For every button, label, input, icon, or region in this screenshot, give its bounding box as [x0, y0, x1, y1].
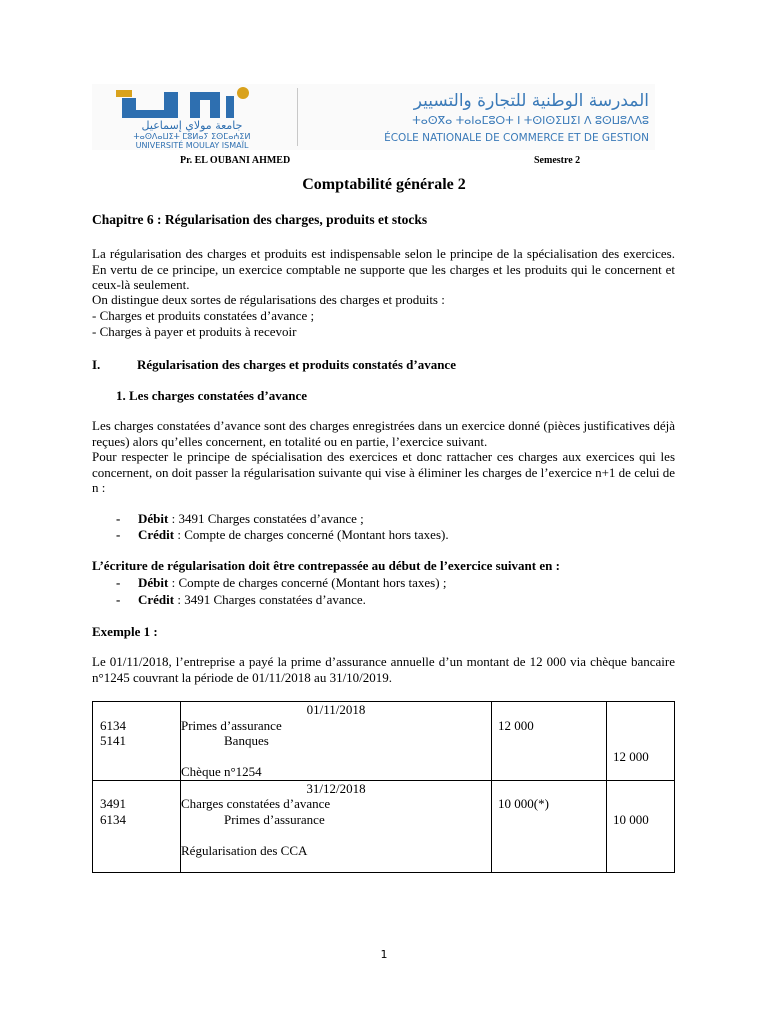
credit-amount: 10 000: [613, 811, 649, 827]
credit-amount: 12 000: [613, 748, 649, 764]
cca-paragraph: Pour respecter le principe de spécialisation des exercices et donc rattacher ces charges aux exercices qui les concernent, on doit passer la régularisation suivante qui vise à éliminer les charges de l’exercice n+1 de celui de n :: [92, 449, 675, 495]
debit-entry: [138, 511, 364, 527]
entry-description-cell: [181, 702, 492, 781]
account-numbers-cell: [93, 780, 181, 872]
credit-entry: [138, 592, 366, 608]
debit-label: Débit: [138, 575, 169, 590]
encg-french-name: ÉCOLE NATIONALE DE COMMERCE ET DE GESTION: [384, 132, 649, 144]
encg-arabic-name: المدرسة الوطنية للتجارة والتسيير: [413, 91, 649, 111]
list-dash: -: [116, 527, 121, 542]
intro-line: On distingue deux sortes de régularisations des charges et produits :: [92, 292, 445, 307]
credit-label: Crédit: [138, 592, 175, 607]
account-label: Primes d’assurance: [181, 717, 282, 733]
umi-arabic-name: جامعة مولاي إسماعيل: [141, 119, 243, 132]
umi-logo-m-shape: [190, 92, 220, 118]
umi-french-name: UNIVERSITÉ MOULAY ISMAÏL: [135, 141, 249, 150]
list-dash: -: [116, 511, 121, 526]
account-number: 3491: [100, 796, 126, 811]
debit-amount: 12 000: [498, 717, 534, 733]
subsection-title: 1. Les charges constatées d’avance: [116, 388, 307, 403]
umi-logo-dot: [237, 87, 249, 99]
account-number: 5141: [100, 733, 126, 748]
umi-logo-i-shape: [226, 96, 234, 118]
intro-list-item: - Charges à payer et produits à recevoir: [92, 324, 297, 339]
section-title: Régularisation des charges et produits constatés d’avance: [137, 357, 456, 372]
entry-date: 01/11/2018: [306, 702, 366, 717]
account-number: 6134: [100, 717, 126, 733]
cca-paragraph: Les charges constatées d’avance sont des charges enregistrées dans un exercice donné (pièces justificatives déjà reçues) alors qu’elles concernent, en totalité ou en partie, l’exercice suivant.: [92, 418, 675, 449]
debit-cell: [492, 702, 607, 781]
intro-paragraph: La régularisation des charges et produits est indispensable selon le principe de la spécialisation des exercices. En vertu de ce principe, un exercice comptable ne supporte que les charges et les produits qui le concernent et ceux-là seulement.: [92, 246, 675, 292]
credit-text: : Compte de charges concerné (Montant hors taxes).: [174, 527, 449, 542]
entry-date: 31/12/2018: [306, 780, 366, 796]
list-dash: -: [116, 592, 121, 607]
account-label: Banques: [224, 733, 269, 748]
credit-cell: [607, 702, 675, 781]
semester-label: Semestre 2: [534, 155, 581, 166]
intro-list-item: - Charges et produits constatées d’avance ;: [92, 308, 315, 323]
credit-cell: [607, 780, 675, 872]
professor-name: Pr. EL OUBANI AHMED: [180, 155, 291, 166]
account-numbers-cell: [93, 702, 181, 781]
debit-text: : 3491 Charges constatées d’avance ;: [168, 511, 364, 526]
example-text: Le 01/11/2018, l’entreprise a payé la prime d’assurance annuelle d’un montant de 12 000 via chèque bancaire n°1245 couvrant la période de 01/11/2018 au 31/10/2019.: [92, 654, 675, 685]
header-banner: [92, 84, 655, 150]
account-label: Charges constatées d’avance: [181, 796, 331, 811]
debit-entry: [138, 575, 446, 591]
account-label: Primes d’assurance: [224, 811, 325, 827]
entry-description-cell: [181, 780, 492, 872]
example-heading: Exemple 1 :: [92, 624, 158, 639]
debit-cell: [492, 780, 607, 872]
page-number: 1: [380, 948, 388, 961]
encg-tifinagh-name: ⵜⴰⵙⴳⴰ ⵜⴰⵏⴰⵎⵓⵔⵜ ⵏ ⵜⵙⵏⵙⵉⵡⵉⵏ ⴷ ⵓⵙⵡⵓⴷⴷⵓ: [412, 114, 649, 127]
entry-note: Régularisation des CCA: [181, 842, 308, 858]
section-number: I.: [92, 357, 101, 372]
umi-tifinagh-name: ⵜⴰⵙⴷⴰⵡⵉⵜ ⵎⵓⵍⴰⵢ ⵉⵙⵎⴰⵄⵉⵍ: [133, 132, 251, 141]
logo-separator: [297, 88, 298, 146]
umi-logo-gold-mark: [116, 90, 132, 97]
page-title: Comptabilité générale 2: [302, 176, 466, 193]
chapter-heading: Chapitre 6 : Régularisation des charges, produits et stocks: [92, 212, 428, 227]
umi-logo: [92, 84, 292, 150]
journal-entry: [93, 702, 675, 781]
credit-entry: [138, 527, 449, 543]
account-number: 6134: [100, 811, 126, 827]
entry-note: Chèque n°1254: [181, 764, 262, 779]
journal-entry: [93, 780, 675, 872]
encg-logo: [304, 84, 654, 150]
credit-text: : 3491 Charges constatées d’avance.: [174, 592, 366, 607]
debit-label: Débit: [138, 511, 169, 526]
journal-table: [92, 701, 675, 873]
list-dash: -: [116, 575, 121, 590]
reversal-heading: L’écriture de régularisation doit être contrepassée au début de l’exercice suivant en :: [92, 558, 560, 573]
debit-text: : Compte de charges concerné (Montant hors taxes) ;: [168, 575, 447, 590]
credit-label: Crédit: [138, 527, 175, 542]
debit-amount: 10 000(*): [498, 796, 549, 811]
